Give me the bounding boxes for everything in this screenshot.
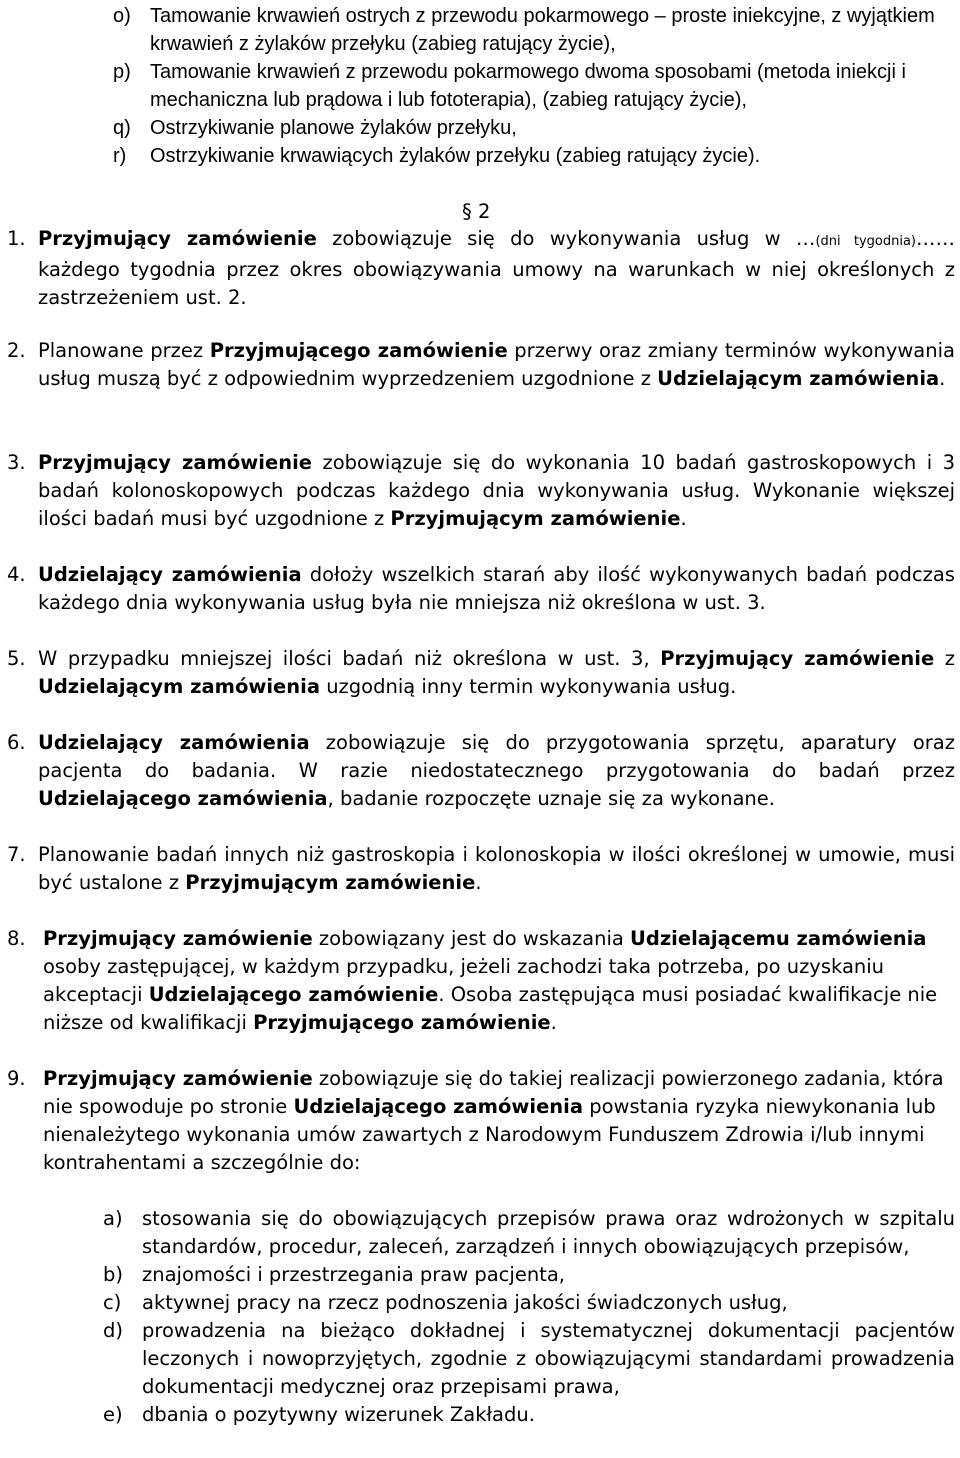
paragraph-text	[38, 561, 955, 617]
list-item	[103, 1261, 955, 1289]
text-run: Planowane przez	[38, 339, 210, 362]
paragraph-1	[7, 225, 955, 312]
text-run: . Osoba zastępująca musi posiadać kwalifikacje nie niższe od kwalifikacji	[43, 983, 938, 1034]
paragraph-text	[38, 729, 955, 813]
party-name: Przyjmującym zamówienie	[185, 871, 476, 894]
placeholder-days: (dni tygodnia)	[815, 234, 916, 249]
text-run: zobowiązuje się do przygotowania sprzętu, aparatury oraz pacjenta do badania. W razie niedostatecznego przygotowania do badań przez	[38, 731, 955, 782]
paragraph-2	[7, 337, 955, 393]
paragraph-number: 8.	[7, 927, 26, 950]
section-heading: § 2	[462, 200, 491, 223]
party-name: Przyjmującego zamówienie	[253, 1011, 551, 1034]
text-run: powstania ryzyka niewykonania lub nienależytego wykonania umów zawartych z Narodowym Funduszem Zdrowia i/lub innymi kontrahentami a szczególnie do:	[43, 1095, 936, 1174]
text-run: zobowiązuje się do wykonywania usług w …	[316, 227, 816, 250]
party-name: Udzielający zamówienia	[38, 563, 302, 586]
list-item	[113, 2, 953, 58]
text-run: , badanie rozpoczęte uznaje się za wykonane.	[327, 787, 775, 810]
text-run: W przypadku mniejszej ilości badań niż określona w ust. 3,	[38, 647, 661, 670]
paragraph-text	[38, 337, 955, 393]
list-item	[103, 1205, 955, 1261]
text-run: .	[550, 1011, 557, 1034]
list-item	[103, 1289, 955, 1317]
paragraph-number: 1.	[7, 227, 26, 250]
paragraph-text	[38, 645, 955, 701]
paragraph-text	[43, 1065, 955, 1177]
paragraph-number: 7.	[7, 843, 26, 866]
list-item	[113, 58, 953, 114]
obligations-list	[103, 1205, 955, 1429]
party-name: Udzielający zamówienia	[38, 731, 310, 754]
paragraph-number: 6.	[7, 731, 26, 754]
list-item-label: a)	[103, 1207, 123, 1230]
party-name: Udzielającego zamówienia	[38, 787, 328, 810]
party-name: Przyjmujący zamówienie	[43, 1067, 313, 1090]
party-name: Udzielającego zamówienia	[293, 1095, 584, 1118]
party-name: Udzielającym zamówienia	[38, 675, 320, 698]
list-item	[103, 1317, 955, 1401]
list-item-text: znajomości i przestrzegania praw pacjenta,	[142, 1263, 565, 1286]
party-name: Udzielającemu zamówienia	[630, 927, 927, 950]
list-item	[103, 1401, 955, 1429]
list-item-label: q)	[113, 117, 131, 139]
list-item-text: Tamowanie krwawień z przewodu pokarmowego dwoma sposobami (metoda iniekcji i mechaniczna lub prądowa i lub fototerapia), (zabieg ratujący życie),	[150, 61, 906, 111]
party-name: Przyjmujący zamówienie	[43, 927, 313, 950]
paragraph-9	[7, 1065, 955, 1177]
list-item-text: prowadzenia na bieżąco dokładnej i systematycznej dokumentacji pacjentów leczonych i nowoprzyjętych, zgodnie z obowiązującymi standardami prowadzenia dokumentacji medycznej oraz przepisami prawa,	[142, 1319, 955, 1398]
paragraph-3	[7, 449, 955, 533]
paragraph-number: 2.	[7, 339, 26, 362]
text-run: …… każdego tygodnia przez okres obowiązywania umowy na warunkach w niej określonych z zastrzeżeniem ust. 2.	[38, 227, 955, 309]
text-run: uzgodnią inny termin wykonywania usług.	[320, 675, 737, 698]
paragraph-6	[7, 729, 955, 813]
text-run: zobowiązuje się do takiej realizacji powierzonego zadania, która nie spowoduje po stronie	[43, 1067, 944, 1118]
text-run: zobowiązany jest do wskazania	[312, 927, 631, 950]
paragraph-5	[7, 645, 955, 701]
list-item	[113, 114, 953, 142]
paragraph-text	[38, 841, 955, 897]
paragraph-number: 4.	[7, 563, 26, 586]
list-item-text: Tamowanie krwawień ostrych z przewodu pokarmowego – proste iniekcyjne, z wyjątkiem krwawień z żylaków przełyku (zabieg ratujący życie),	[150, 5, 935, 55]
list-item-text: stosowania się do obowiązujących przepisów prawa oraz wdrożonych w szpitalu standardów, procedur, zaleceń, zarządzeń i innych obowiązujących przepisów,	[142, 1207, 955, 1258]
list-item-label: b)	[103, 1263, 123, 1286]
party-name: Przyjmującego zamówienie	[209, 339, 508, 362]
text-run: .	[680, 507, 687, 530]
text-run: przerwy oraz zmiany terminów wykonywania usług muszą być z odpowiednim wyprzedzeniem uzgodnione z	[38, 339, 955, 390]
text-run: .	[475, 871, 482, 894]
party-name: Udzielającego zamówienie	[148, 983, 439, 1006]
list-item	[113, 142, 953, 170]
text-run: zobowiązuje się do wykonania 10 badań gastroskopowych i 3 badań kolonoskopowych podczas każdego dnia wykonywania usług. Wykonanie większej ilości badań musi być uzgodnione z	[38, 451, 956, 530]
paragraph-number: 3.	[7, 451, 26, 474]
party-name: Udzielającym zamówienia	[657, 367, 940, 390]
list-item-label: e)	[103, 1403, 123, 1426]
text-run: z	[934, 647, 956, 670]
list-item-text: dbania o pozytywny wizerunek Zakładu.	[142, 1403, 535, 1426]
text-run: Planowanie badań innych niż gastroskopia i kolonoskopia w ilości określonej w umowie, musi być ustalone z	[38, 843, 955, 894]
paragraph-number: 9.	[7, 1067, 26, 1090]
party-name: Przyjmującym zamówienie	[390, 507, 681, 530]
list-item-label: c)	[103, 1291, 122, 1314]
list-item-text: Ostrzykiwanie planowe żylaków przełyku,	[150, 117, 517, 139]
paragraph-text	[38, 225, 955, 312]
list-item-label: r)	[113, 145, 127, 167]
party-name: Przyjmujący zamówienie	[38, 227, 317, 250]
party-name: Przyjmujący zamówienie	[38, 451, 312, 474]
text-run: osoby zastępującej, w każdym przypadku, jeżeli zachodzi taka potrzeba, po uzyskaniu akceptacji	[43, 955, 885, 1006]
paragraph-7	[7, 841, 955, 897]
text-run: dołoży wszelkich starań aby ilość wykonywanych badań podczas każdego dnia wykonywania usług była nie mniejsza niż określona w ust. 3.	[38, 563, 955, 614]
paragraph-text	[43, 925, 955, 1037]
procedure-list	[113, 2, 953, 170]
paragraph-number: 5.	[7, 647, 26, 670]
text-run: .	[939, 367, 946, 390]
paragraph-8	[7, 925, 955, 1037]
paragraph-4	[7, 561, 955, 617]
party-name: Przyjmujący zamówienie	[660, 647, 935, 670]
list-item-label: d)	[103, 1319, 123, 1342]
list-item-text: aktywnej pracy na rzecz podnoszenia jakości świadczonych usług,	[142, 1291, 788, 1314]
list-item-text: Ostrzykiwanie krwawiących żylaków przełyku (zabieg ratujący życie).	[150, 145, 761, 167]
paragraph-text	[38, 449, 955, 533]
list-item-label: o)	[113, 5, 131, 27]
list-item-label: p)	[113, 61, 131, 83]
